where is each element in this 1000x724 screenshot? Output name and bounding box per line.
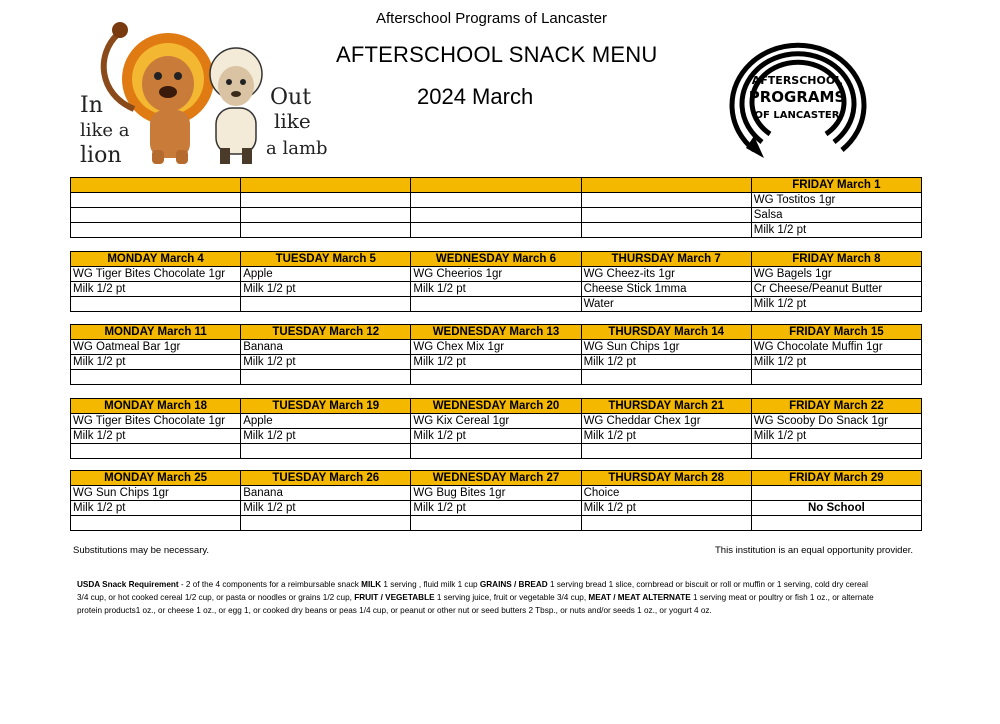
menu-item-cell (411, 193, 581, 208)
week-1-table (70, 177, 922, 238)
day-header-cell (241, 178, 411, 193)
like-text: like (274, 109, 311, 133)
menu-item-cell: Milk 1/2 pt (71, 501, 241, 516)
usda-intro: - 2 of the 4 components for a reimbursable snack (178, 580, 362, 589)
day-header-cell: TUESDAY March 19 (241, 399, 411, 414)
menu-item-cell: Milk 1/2 pt (411, 429, 581, 444)
menu-item-cell: Milk 1/2 pt (241, 429, 411, 444)
usda-requirement-note (77, 578, 877, 617)
menu-item-cell (241, 444, 411, 459)
menu-item-cell (581, 208, 751, 223)
table-row (71, 429, 922, 444)
menu-item-cell: WG Sun Chips 1gr (71, 486, 241, 501)
day-header-cell: FRIDAY March 22 (751, 399, 921, 414)
menu-item-cell: Milk 1/2 pt (581, 355, 751, 370)
menu-item-cell: Milk 1/2 pt (581, 429, 751, 444)
menu-item-cell: Milk 1/2 pt (581, 501, 751, 516)
menu-item-cell: Milk 1/2 pt (411, 501, 581, 516)
usda-label: USDA Snack Requirement (77, 580, 179, 589)
grains-label: GRAINS / BREAD (479, 580, 548, 589)
menu-item-cell (71, 193, 241, 208)
table-row (71, 370, 922, 385)
day-header-cell: TUESDAY March 12 (241, 325, 411, 340)
day-header-row (71, 325, 922, 340)
menu-item-cell: Milk 1/2 pt (751, 223, 921, 238)
menu-item-cell: Banana (241, 486, 411, 501)
menu-item-cell (71, 516, 241, 531)
page-title: AFTERSCHOOL SNACK MENU (336, 42, 658, 67)
day-header-cell: FRIDAY March 29 (751, 471, 921, 486)
menu-item-cell (241, 208, 411, 223)
day-header-row (71, 471, 922, 486)
grains-text: 1 serving bread 1 slice, cornbread or biscuit or roll or muffin or 1 serving, cold dry cereal 3/4 cup, or hot cooked cereal 1/2 cup, or pasta or noodles or grains 1/2 cup, (77, 580, 868, 602)
menu-item-cell: Choice (581, 486, 751, 501)
menu-item-cell (411, 516, 581, 531)
menu-item-cell: WG Tiger Bites Chocolate 1gr (71, 267, 241, 282)
day-header-cell: THURSDAY March 7 (581, 252, 751, 267)
week-3-table (70, 324, 922, 385)
day-header-cell (71, 178, 241, 193)
menu-item-cell: Milk 1/2 pt (241, 501, 411, 516)
menu-item-cell: WG Cheerios 1gr (411, 267, 581, 282)
menu-item-cell: Milk 1/2 pt (241, 355, 411, 370)
menu-item-cell: Milk 1/2 pt (241, 282, 411, 297)
menu-item-cell (241, 223, 411, 238)
logo-line-3: OF LANCASTER (754, 110, 840, 121)
menu-item-cell (411, 370, 581, 385)
lion-text: lion (80, 143, 122, 168)
menu-item-cell: Milk 1/2 pt (751, 429, 921, 444)
menu-item-cell: Apple (241, 267, 411, 282)
day-header-cell: FRIDAY March 8 (751, 252, 921, 267)
day-header-cell: MONDAY March 4 (71, 252, 241, 267)
milk-label: MILK (361, 580, 382, 589)
menu-item-cell (411, 297, 581, 312)
menu-item-cell: Apple (241, 414, 411, 429)
day-header-cell (411, 178, 581, 193)
day-header-cell: THURSDAY March 14 (581, 325, 751, 340)
week-2-table (70, 251, 922, 312)
menu-item-cell (241, 193, 411, 208)
menu-item-cell (71, 370, 241, 385)
substitutions-note: Substitutions may be necessary. (73, 545, 210, 556)
menu-item-cell: Milk 1/2 pt (751, 355, 921, 370)
menu-item-cell (751, 516, 921, 531)
menu-item-cell: Milk 1/2 pt (71, 355, 241, 370)
day-header-cell: TUESDAY March 26 (241, 471, 411, 486)
day-header-cell: WEDNESDAY March 6 (411, 252, 581, 267)
menu-item-cell: WG Oatmeal Bar 1gr (71, 340, 241, 355)
menu-item-cell (241, 516, 411, 531)
like-a-text: like a (80, 120, 130, 141)
menu-item-cell (581, 516, 751, 531)
menu-item-cell (71, 208, 241, 223)
menu-item-cell: Salsa (751, 208, 921, 223)
table-row (71, 193, 922, 208)
menu-item-cell (581, 223, 751, 238)
table-row (71, 297, 922, 312)
menu-item-cell: WG Cheez-its 1gr (581, 267, 751, 282)
menu-month: 2024 March (417, 84, 534, 109)
day-header-cell: MONDAY March 11 (71, 325, 241, 340)
week-5-table (70, 470, 922, 531)
menu-item-cell: WG Tiger Bites Chocolate 1gr (71, 414, 241, 429)
logo-line-1: AFTERSCHOOL (751, 74, 843, 87)
menu-item-cell (581, 444, 751, 459)
menu-item-cell (241, 370, 411, 385)
lion-lamb-illustration (78, 14, 328, 174)
day-header-cell: WEDNESDAY March 20 (411, 399, 581, 414)
day-header-cell: THURSDAY March 28 (581, 471, 751, 486)
afterschool-programs-logo (724, 32, 870, 160)
menu-item-cell: Milk 1/2 pt (71, 282, 241, 297)
organization-name: Afterschool Programs of Lancaster (376, 10, 607, 27)
week-4-table (70, 398, 922, 459)
menu-item-cell: WG Bug Bites 1gr (411, 486, 581, 501)
meat-label: MEAT / MEAT ALTERNATE (588, 593, 691, 602)
menu-item-cell: WG Tostitos 1gr (751, 193, 921, 208)
menu-item-cell: Milk 1/2 pt (411, 282, 581, 297)
menu-item-cell (581, 193, 751, 208)
menu-item-cell: WG Kix Cereal 1gr (411, 414, 581, 429)
menu-item-cell: WG Sun Chips 1gr (581, 340, 751, 355)
day-header-row (71, 399, 922, 414)
day-header-cell: FRIDAY March 1 (751, 178, 921, 193)
menu-item-cell: No School (751, 501, 921, 516)
menu-item-cell (71, 297, 241, 312)
table-row (71, 486, 922, 501)
menu-item-cell: Cheese Stick 1mma (581, 282, 751, 297)
day-header-cell (581, 178, 751, 193)
day-header-cell: MONDAY March 25 (71, 471, 241, 486)
menu-item-cell: WG Chocolate Muffin 1gr (751, 340, 921, 355)
menu-item-cell: Cr Cheese/Peanut Butter (751, 282, 921, 297)
menu-item-cell (581, 370, 751, 385)
menu-item-cell: Milk 1/2 pt (71, 429, 241, 444)
table-row (71, 208, 922, 223)
table-row (71, 516, 922, 531)
menu-item-cell (411, 444, 581, 459)
day-header-row (71, 252, 922, 267)
day-header-cell: FRIDAY March 15 (751, 325, 921, 340)
out-text: Out (270, 85, 312, 110)
table-row (71, 223, 922, 238)
table-row (71, 340, 922, 355)
fruit-label: FRUIT / VEGETABLE (354, 593, 435, 602)
table-row (71, 355, 922, 370)
day-header-cell: MONDAY March 18 (71, 399, 241, 414)
day-header-cell: THURSDAY March 21 (581, 399, 751, 414)
table-row (71, 444, 922, 459)
menu-item-cell: WG Bagels 1gr (751, 267, 921, 282)
menu-item-cell: WG Cheddar Chex 1gr (581, 414, 751, 429)
menu-item-cell (411, 223, 581, 238)
meat-text: 1 serving meat or poultry or fish 1 oz., or alternate protein products1 oz., or cheese 1 oz., or egg 1, or cooked dry beans or peas 1/4 cup, or peanut or other nut or seed butters 2 Tbsp., or nuts and/or seeds 1 oz., or yogurt 4 oz. (77, 593, 874, 615)
menu-item-cell (751, 370, 921, 385)
equal-opportunity-note: This institution is an equal opportunity provider. (715, 545, 914, 556)
menu-item-cell: Milk 1/2 pt (411, 355, 581, 370)
milk-text: 1 serving , fluid milk 1 cup (381, 580, 480, 589)
logo-line-2: PROGRAMS (748, 88, 846, 106)
table-row (71, 414, 922, 429)
menu-item-cell (751, 444, 921, 459)
a-lamb-text: a lamb (266, 138, 328, 159)
table-row (71, 267, 922, 282)
menu-item-cell: WG Chex Mix 1gr (411, 340, 581, 355)
menu-item-cell (71, 444, 241, 459)
menu-item-cell (751, 486, 921, 501)
in-text: In (80, 93, 103, 118)
table-row (71, 501, 922, 516)
day-header-cell: WEDNESDAY March 27 (411, 471, 581, 486)
day-header-cell: WEDNESDAY March 13 (411, 325, 581, 340)
lion-face-icon (142, 56, 194, 112)
menu-item-cell: Milk 1/2 pt (751, 297, 921, 312)
menu-item-cell (241, 297, 411, 312)
day-header-cell: TUESDAY March 5 (241, 252, 411, 267)
fruit-text: 1 serving juice, fruit or vegetable 3/4 cup, (434, 593, 589, 602)
menu-item-cell: Banana (241, 340, 411, 355)
table-row (71, 282, 922, 297)
menu-item-cell (411, 208, 581, 223)
menu-item-cell: WG Scooby Do Snack 1gr (751, 414, 921, 429)
menu-item-cell (71, 223, 241, 238)
day-header-row (71, 178, 922, 193)
menu-item-cell: Water (581, 297, 751, 312)
